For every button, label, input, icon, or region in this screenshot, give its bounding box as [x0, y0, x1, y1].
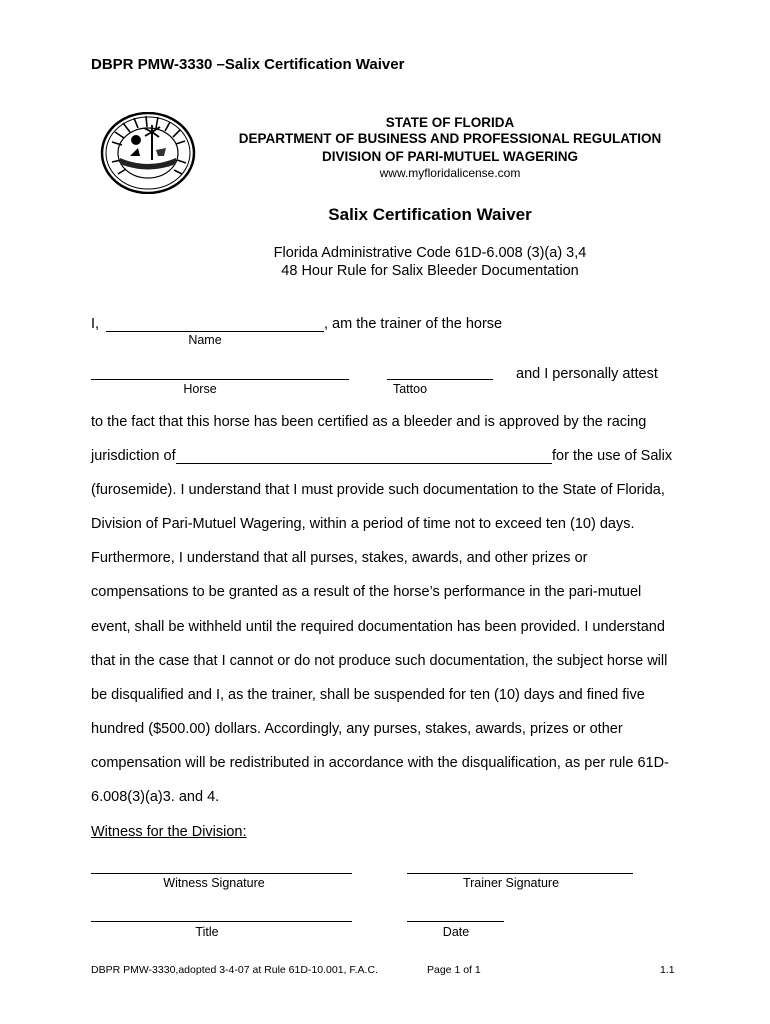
horse-caption: Horse [183, 382, 217, 396]
tattoo-line[interactable] [387, 379, 493, 380]
body-line: 6.008(3)(a)3. and 4. [91, 789, 220, 805]
department-heading: DEPARTMENT OF BUSINESS AND PROFESSIONAL REGULATION [238, 131, 662, 146]
page-title: Salix Certification Waiver [328, 205, 532, 224]
trainer-signature-caption: Trainer Signature [462, 876, 560, 890]
i-label: I, [91, 316, 100, 332]
witness-heading: Witness for the Division: [91, 824, 247, 840]
body-line: that in the case that I cannot or do not produce such documentation, the subject horse will [91, 653, 668, 669]
footer-page-number: Page 1 of 1 [427, 964, 481, 976]
admin-code: Florida Administrative Code 61D-6.008 (3)(a) 3,4 [273, 245, 587, 261]
trainer-statement: , am the trainer of the horse [324, 316, 503, 332]
trainer-name-line[interactable] [106, 331, 324, 332]
body-line: be disqualified and I, as the trainer, shall be suspended for ten (10) days and fined five [91, 687, 645, 703]
division-heading: DIVISION OF PARI-MUTUEL WAGERING [321, 149, 578, 164]
attest-text: and I personally attest [516, 366, 658, 382]
horse-line[interactable] [91, 379, 349, 380]
title-line[interactable] [91, 921, 352, 922]
form-id: DBPR PMW-3330 –Salix Certification Waiver [91, 56, 405, 73]
name-caption: Name [188, 333, 222, 347]
body-line: to the fact that this horse has been certified as a bleeder and is approved by the racing [91, 414, 647, 430]
footer-version: 1.1 [660, 964, 675, 976]
title-caption: Title [195, 925, 219, 939]
body-line: Division of Pari-Mutuel Wagering, within a period of time not to exceed ten (10) days. [91, 516, 635, 532]
state-heading: STATE OF FLORIDA [385, 115, 515, 130]
footer-adopted: DBPR PMW-3330,adopted 3-4-07 at Rule 61D-10.001, F.A.C. [91, 964, 378, 976]
salix-text: for the use of Salix [552, 448, 673, 464]
rule-subtitle: 48 Hour Rule for Salix Bleeder Documentation [281, 263, 579, 279]
date-line[interactable] [407, 921, 504, 922]
date-caption: Date [442, 925, 470, 939]
body-line: hundred ($500.00) dollars. Accordingly, any purses, stakes, awards, prizes or other [91, 721, 623, 737]
body-line: (furosemide). I understand that I must provide such documentation to the State of Florida, [91, 482, 665, 498]
jurisdiction-line[interactable] [176, 463, 552, 464]
trainer-signature-line[interactable] [407, 873, 633, 874]
body-line: compensation will be redistributed in accordance with the disqualification, as per rule 61D- [91, 755, 669, 771]
tattoo-caption: Tattoo [392, 382, 428, 396]
body-line: Furthermore, I understand that all purses, stakes, awards, and other prizes or [91, 550, 588, 566]
witness-signature-caption: Witness Signature [163, 876, 265, 890]
jurisdiction-label: jurisdiction of [91, 448, 176, 464]
website-link[interactable]: www.myfloridalicense.com [379, 166, 521, 180]
florida-state-seal [90, 112, 206, 194]
body-line: event, shall be withheld until the required documentation has been provided. I understand [91, 619, 665, 635]
body-line: compensations to be granted as a result of the horse’s performance in the pari-mutuel [91, 584, 642, 600]
witness-signature-line[interactable] [91, 873, 352, 874]
